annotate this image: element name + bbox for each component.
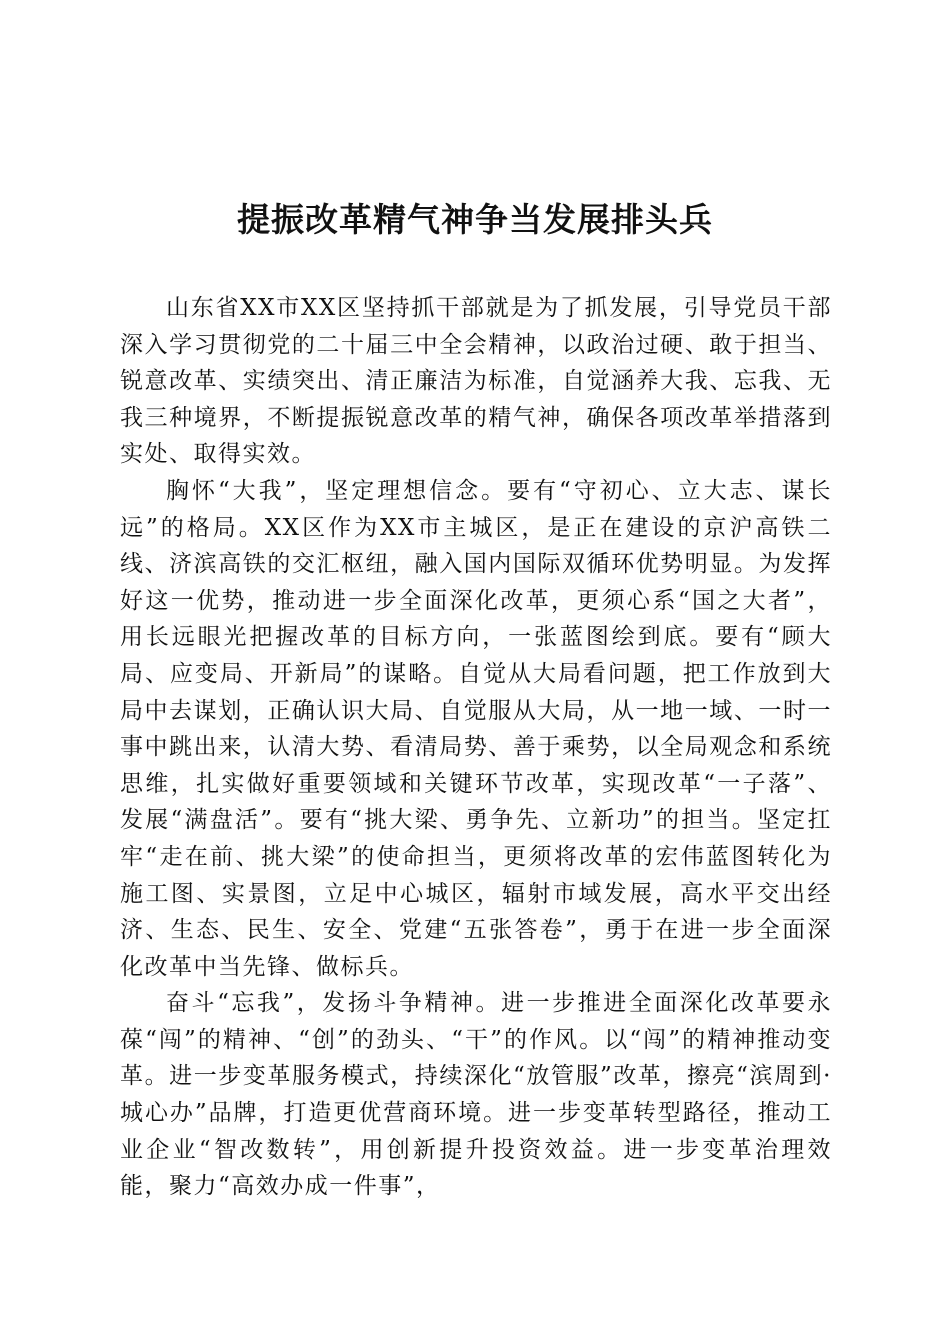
document-title: 提振改革精气神争当发展排头兵 xyxy=(237,200,713,239)
paragraph-intro: 山东省XX市XX区坚持抓干部就是为了抓发展，引导党员干部深入学习贯彻党的二十届三中全会精神，以政治过硬、敢于担当、锐意改革、实绩突出、清正廉洁为标准，自觉涵养大我、忘我、无我三种境界，不断提振锐意改革的精气神，确保各项改革举措落到实处、取得实效。 xyxy=(120,295,832,468)
paragraph-wang-wo: 奋斗“忘我”，发扬斗争精神。进一步推进全面深化改革要永葆“闯”的精神、“创”的劲头、“干”的作风。以“闯”的精神推动变革。进一步变革服务模式，持续深化“放管服”改革，擦亮“滨周到·城心办”品牌，打造更优营商环境。进一步变革转型路径，推动工业企业“智改数转”，用创新提升投资效益。进一步变革治理效能，聚力“高效办成一件事”， xyxy=(120,990,832,1200)
paragraph-da-wo: 胸怀“大我”，坚定理想信念。要有“守初心、立大志、谋长远”的格局。XX区作为XX市主城区，是正在建设的京沪高铁二线、济滨高铁的交汇枢纽，融入国内国际双循环优势明显。为发挥好这一优势，推动进一步全面深化改革，更须心系“国之大者”，用长远眼光把握改革的目标方向，一张蓝图绘到底。要有“顾大局、应变局、开新局”的谋略。自觉从大局看问题，把工作放到大局中去谋划，正确认识大局、自觉服从大局，从一地一域、一时一事中跳出来，认清大势、看清局势、善于乘势，以全局观念和系统思维，扎实做好重要领域和关键环节改革，实现改革“一子落”、发展“满盘活”。要有“挑大梁、勇争先、立新功”的担当。坚定扛牢“走在前、挑大梁”的使命担当，更须将改革的宏伟蓝图转化为施工图、实景图，立足中心城区，辐射市域发展，高水平交出经济、生态、民生、安全、党建“五张答卷”，勇于在进一步全面深化改革中当先锋、做标兵。 xyxy=(120,477,832,980)
document-body xyxy=(120,290,832,1205)
